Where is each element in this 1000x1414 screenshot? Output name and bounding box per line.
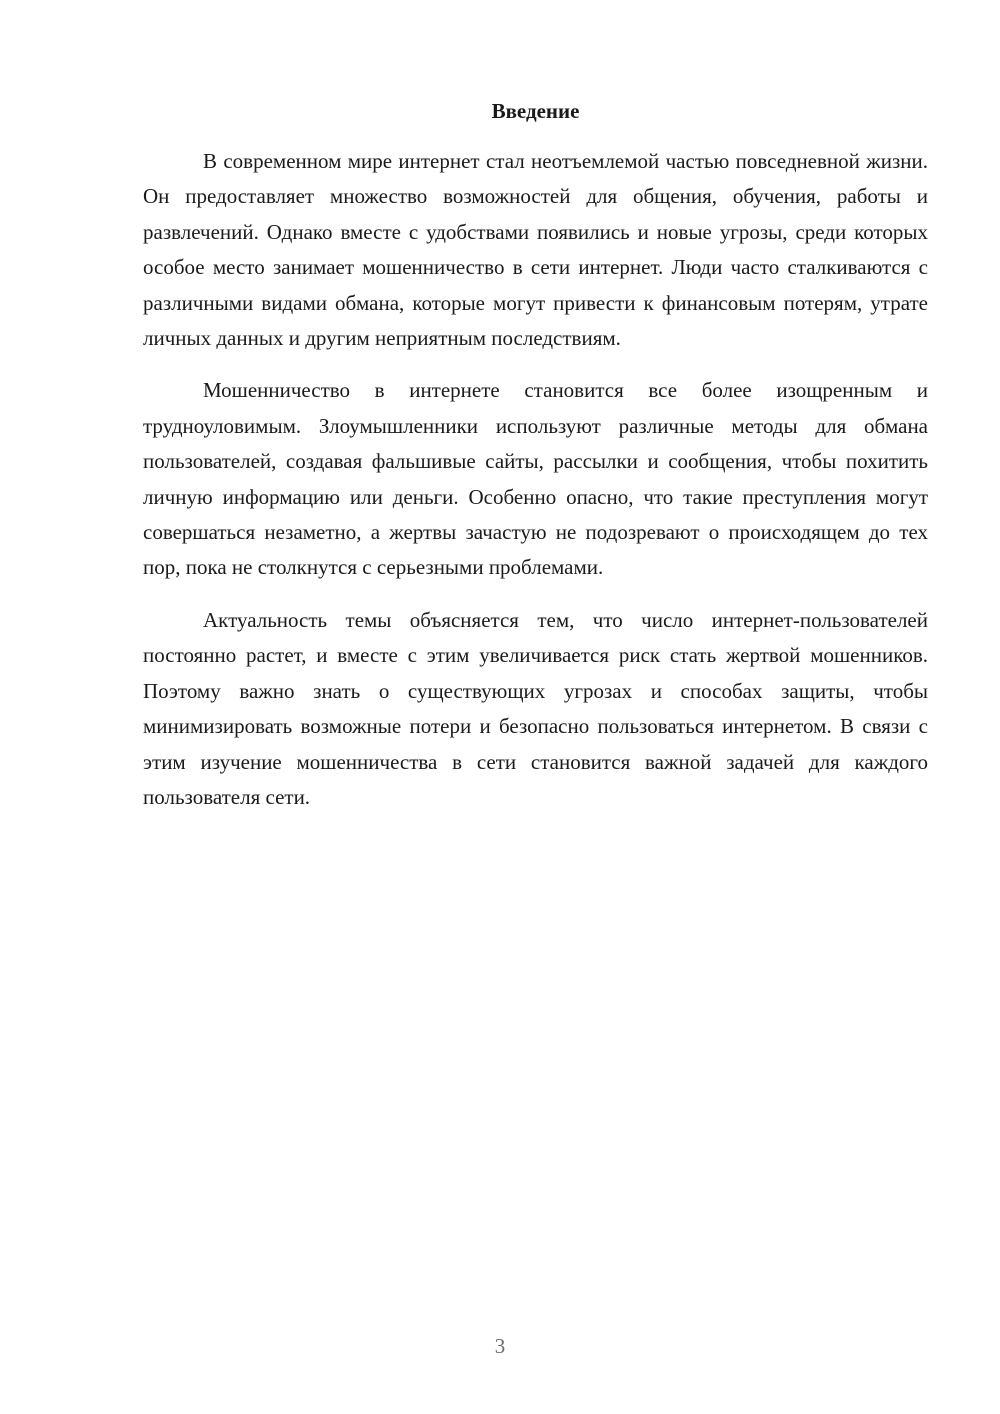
paragraph-3: Актуальность темы объясняется тем, что число интернет-пользователей постоянно растет, и вместе с этим увеличивается риск стать жертвой мошенников. Поэтому важно знать о существующих угрозах и способах защиты, чтобы минимизировать возможные потери и безопасно пользоваться интернетом. В связи с этим изучение мошенничества в сети становится важной задачей для каждого пользователя сети. bbox=[143, 607, 928, 809]
section-title: Введение bbox=[491, 99, 580, 123]
paragraph-1: В современном мире интернет стал неотъемлемой частью повседневной жизни. Он предоставляет множество возможностей для общения, обучения, работы и развлечений. Однако вместе с удобствами появились и новые угрозы, среди которых особое место занимает мошенничество в сети интернет. Люди часто сталкиваются с различными видами обмана, которые могут привести к финансовым потерям, утрате личных данных и другим неприятным последствиям. bbox=[143, 149, 928, 351]
page-number: 3 bbox=[494, 1334, 506, 1358]
paragraph-2: Мошенничество в интернете становится все более изощренным и трудноуловимым. Злоумышленники используют различные методы для обмана пользователей, создавая фальшивые сайты, рассылки и сообщения, чтобы похитить личную информацию или деньги. Особенно опасно, что такие преступления могут совершаться незаметно, а жертвы зачастую не подозревают о происходящем до тех пор, пока не столкнутся с серьезными проблемами. bbox=[143, 378, 928, 580]
page-content bbox=[143, 96, 928, 832]
